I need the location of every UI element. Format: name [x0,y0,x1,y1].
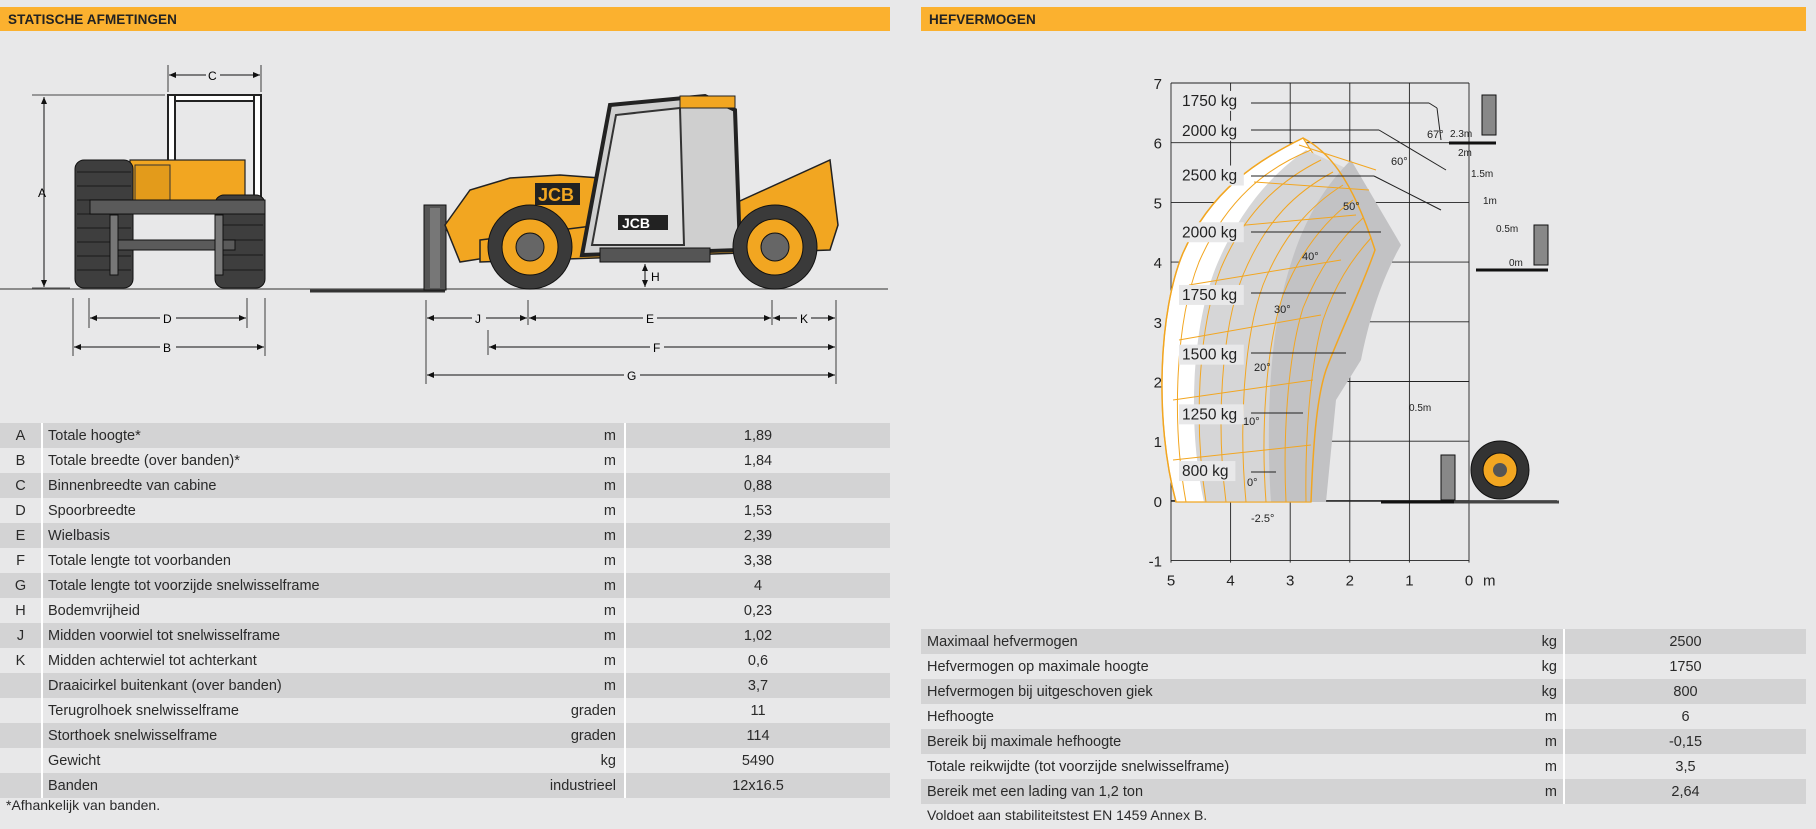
spec-value: 3,7 [625,673,890,698]
spec-label: Bodemvrijheid [42,598,402,623]
spec-label: Terugrolhoek snelwisselframe [42,698,402,723]
spec-value: 114 [625,723,890,748]
extension-label: 0.5m [1409,403,1432,414]
spec-row [0,523,890,548]
spec-label: Wielbasis [42,523,402,548]
spec-row [0,573,890,598]
spec-label: Storthoek snelwisselframe [42,723,402,748]
lift-capacity-table [921,629,1806,804]
capacity-label: Maximaal hefvermogen [921,629,1541,654]
capacity-unit: m [1541,779,1564,804]
y-tick-label: 7 [1153,76,1162,93]
stability-footnote: Voldoet aan stabiliteitstest EN 1459 Annex B. [927,807,1208,823]
dim-label-g: G [627,369,637,383]
angle-label: 30° [1274,304,1291,316]
spec-label: Binnenbreedte van cabine [42,473,402,498]
spec-unit: m [402,573,625,598]
load-chart [921,0,1806,600]
spec-unit: m [402,548,625,573]
spec-letter [0,698,42,723]
spec-letter: J [0,623,42,648]
y-tick-label: 5 [1153,195,1162,213]
spec-letter: G [0,573,42,598]
spec-label: Midden achterwiel tot achterkant [42,648,402,673]
dim-label-h: H [651,270,660,284]
capacity-value: 2,64 [1564,779,1806,804]
spec-value: 0,23 [625,598,890,623]
load-label: 800 kg [1182,463,1229,481]
capacity-value: 2500 [1564,629,1806,654]
capacity-row [921,679,1806,704]
front-view-machine [75,95,265,288]
extension-label: 0m [1509,258,1523,269]
spec-label: Draaicirkel buitenkant (over banden) [42,673,402,698]
spec-value: 0,88 [625,473,890,498]
spec-unit: m [402,423,625,448]
spec-label: Spoorbreedte [42,498,402,523]
spec-unit: industrieel [402,773,625,798]
capacity-row [921,779,1806,804]
load-label: 2500 kg [1182,167,1238,185]
capacity-label: Bereik met een lading van 1,2 ton [921,779,1541,804]
capacity-unit: m [1541,729,1564,754]
extension-label: 2.3m [1450,129,1473,140]
angle-label: 40° [1302,251,1319,263]
spec-unit: graden [402,723,625,748]
lift-capacity-header: HEFVERMOGEN [921,7,1806,31]
load-envelope [1162,138,1401,502]
spec-row [0,673,890,698]
spec-value: 1,89 [625,423,890,448]
spec-letter: K [0,648,42,673]
angle-label: 10° [1243,416,1260,428]
dim-label-e: E [646,312,655,326]
spec-label: Banden [42,773,402,798]
spec-unit: kg [402,748,625,773]
y-tick-label: 1 [1153,434,1162,452]
lift-capacity-panel [921,0,1806,829]
spec-unit: graden [402,698,625,723]
spec-unit: m [402,648,625,673]
load-label: 1750 kg [1182,92,1238,110]
extension-label: 1.5m [1471,169,1494,180]
spec-letter: H [0,598,42,623]
spec-letter: B [0,448,42,473]
dim-label-j: J [475,312,481,326]
spec-row [0,648,890,673]
spec-unit: m [402,523,625,548]
spec-letter [0,673,42,698]
spec-row [0,448,890,473]
spec-value: 4 [625,573,890,598]
x-tick-label: 1 [1405,572,1414,590]
capacity-unit: kg [1541,654,1564,679]
spec-letter: C [0,473,42,498]
spec-label: Totale breedte (over banden)* [42,448,402,473]
spec-row [0,498,890,523]
machine-dimension-drawing [0,0,890,410]
spec-label: Totale hoogte* [42,423,402,448]
capacity-value: 6 [1564,704,1806,729]
static-dimensions-panel [0,0,890,829]
cab-brand-logo: JCB [622,215,651,231]
dim-label-k: K [800,312,809,326]
capacity-unit: kg [1541,629,1564,654]
spec-value: 2,39 [625,523,890,548]
extension-label: 0.5m [1496,224,1519,235]
capacity-value: 3,5 [1564,754,1806,779]
spec-value: 1,53 [625,498,890,523]
x-tick-label: 2 [1345,572,1354,590]
spec-unit: m [402,623,625,648]
capacity-unit: kg [1541,679,1564,704]
spec-label: Midden voorwiel tot snelwisselframe [42,623,402,648]
x-tick-label: 3 [1286,572,1295,590]
y-tick-label: -1 [1148,553,1162,571]
x-tick-label: 0 [1464,572,1474,590]
load-label: 1500 kg [1182,346,1238,364]
capacity-label: Hefvermogen bij uitgeschoven giek [921,679,1541,704]
load-label: 1250 kg [1182,406,1238,424]
spec-row [0,623,890,648]
tyre-footnote: *Afhankelijk van banden. [6,797,161,813]
load-label: 2000 kg [1182,122,1238,140]
spec-value: 12x16.5 [625,773,890,798]
y-tick-label: 3 [1153,314,1162,332]
spec-label: Totale lengte tot voorzijde snelwisselframe [42,573,402,598]
spec-label: Gewicht [42,748,402,773]
dim-label-c: C [208,69,217,83]
x-tick-label: 4 [1226,572,1235,590]
spec-letter [0,773,42,798]
capacity-label: Totale reikwijdte (tot voorzijde snelwisselframe) [921,754,1541,779]
spec-letter: F [0,548,42,573]
static-dimensions-header: STATISCHE AFMETINGEN [0,7,890,31]
spec-letter: D [0,498,42,523]
dim-label-d: D [163,312,172,326]
spec-value: 5490 [625,748,890,773]
dim-label-a: A [38,186,47,200]
spec-unit: m [402,473,625,498]
extension-label: 1m [1483,196,1497,207]
spec-value: 1,02 [625,623,890,648]
static-dimensions-table [0,423,890,798]
spec-row [0,723,890,748]
angle-label: -2.5° [1251,513,1275,525]
spec-value: 1,84 [625,448,890,473]
y-tick-label: 4 [1153,255,1162,273]
spec-letter: A [0,423,42,448]
capacity-label: Hefhoogte [921,704,1541,729]
spec-row [0,423,890,448]
capacity-row [921,654,1806,679]
dim-label-f: F [653,341,661,355]
capacity-row [921,704,1806,729]
side-view-machine [310,96,838,291]
y-tick-label: 6 [1153,135,1162,153]
capacity-unit: m [1541,754,1564,779]
load-label: 1750 kg [1182,286,1238,304]
load-label: 2000 kg [1182,224,1238,242]
capacity-label: Bereik bij maximale hefhoogte [921,729,1541,754]
spec-letter [0,723,42,748]
spec-value: 3,38 [625,548,890,573]
capacity-value: 1750 [1564,654,1806,679]
y-tick-label: 2 [1153,374,1162,392]
dim-label-b: B [163,341,172,355]
capacity-row [921,754,1806,779]
capacity-row [921,629,1806,654]
spec-row [0,773,890,798]
angle-label: 50° [1343,201,1360,213]
capacity-unit: m [1541,704,1564,729]
spec-row [0,473,890,498]
capacity-value: -0,15 [1564,729,1806,754]
boom-brand-logo: JCB [538,185,575,205]
spec-label: Totale lengte tot voorbanden [42,548,402,573]
capacity-label: Hefvermogen op maximale hoogte [921,654,1541,679]
spec-value: 0,6 [625,648,890,673]
x-unit-label: m [1483,572,1496,590]
capacity-value: 800 [1564,679,1806,704]
angle-label: 67° [1427,129,1444,141]
spec-row [0,698,890,723]
spec-row [0,748,890,773]
capacity-row [921,729,1806,754]
angle-label: 20° [1254,362,1271,374]
y-tick-label: 0 [1153,493,1162,511]
x-tick-label: 5 [1166,572,1176,590]
spec-unit: m [402,448,625,473]
spec-unit: m [402,598,625,623]
spec-unit: m [402,673,625,698]
angle-label: 60° [1391,156,1408,168]
spec-unit: m [402,498,625,523]
angle-label: 0° [1247,477,1258,489]
spec-row [0,548,890,573]
spec-row [0,598,890,623]
spec-letter [0,748,42,773]
spec-letter: E [0,523,42,548]
extension-label: 2m [1458,148,1472,159]
spec-value: 11 [625,698,890,723]
